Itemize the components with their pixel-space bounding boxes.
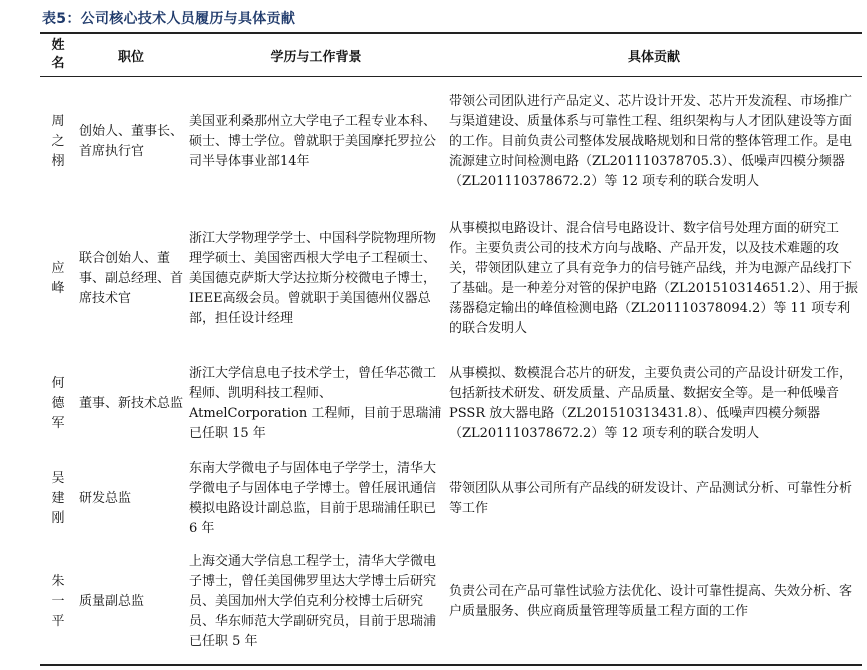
header-position: 职位 [76, 33, 186, 77]
cell-background: 美国亚利桑那州立大学电子工程专业本科、硕士、博士学位。曾就职于美国摩托罗拉公司半导体事业部14年 [189, 113, 437, 169]
cell-background: 浙江大学信息电子技术学士，曾任华芯微工程师、凯明科技工程师、AtmelCorporation 工程师，目前于思瑞浦已任职 15 年 [189, 366, 442, 441]
cell-position: 董事、新技术总监 [79, 396, 184, 411]
header-name: 姓名 [40, 33, 76, 77]
cell-name: 何德军 [51, 376, 65, 431]
cell-position: 质量副总监 [76, 541, 186, 665]
header-contribution: 具体贡献 [446, 33, 862, 77]
cell-background: 浙江大学物理学学士、中国科学院物理所物理学硕士、美国密西根大学电子工程硕士、美国德克萨斯大学达拉斯分校微电子博士，IEEE高级会员。曾就职于美国德州仪器总部，担任设计经理 [189, 231, 437, 326]
cell-position: 研发总监 [79, 490, 132, 506]
cell-name: 应峰 [51, 261, 65, 296]
cell-background: 东南大学微电子与固体电子学学士，清华大学微电子与固体电子学博士。曾任展讯通信模拟电路设计副总监，目前于思瑞浦任职已 6 年 [189, 460, 437, 536]
table-row [40, 541, 862, 665]
cell-contribution: 从事模拟电路设计、混合信号电路设计、数字信号处理方面的研究工作。主要负责公司的技术方向与战略、产品开发，以及技术难题的攻关，带领团队建立了具有竞争力的信号链产品线，并为电源产品线打下了基础。是一种差分对管的保护电路（ZL201510314651.2）、用于振荡器稳定输出的峰值检测电路（ZL201110378094.2）等 11 项专利的联合发明人 [449, 221, 858, 336]
table-header-row [40, 33, 862, 77]
cell-contribution: 带领团队从事公司所有产品线的研发设计、产品测试分析、可靠性分析等工作 [449, 480, 853, 516]
cell-name: 朱一平 [40, 541, 76, 665]
cell-background: 上海交通大学信息工程学士，清华大学微电子博士，曾任美国佛罗里达大学博士后研究员、美国加州大学伯克利分校博士后研究员、华东师范大学副研究员，目前于思瑞浦已任职 5 年 [186, 541, 446, 665]
table-row [40, 457, 862, 541]
table-row [40, 77, 862, 207]
cell-contribution: 从事模拟、数模混合芯片的研发，主要负责公司的产品设计研发工作，包括新技术研发、研发质量、产品质量、数据安全等。是一种低噪音 PSSR 放大器电路（ZL201510313431.8）、低噪声四模分频器（ZL201110378672.2）等 12 项专利的联合发明人 [449, 366, 853, 441]
cell-name: 周之栩 [51, 113, 65, 169]
table-row [40, 352, 862, 457]
table-row [40, 207, 862, 352]
cell-name: 吴建刚 [51, 470, 65, 526]
cell-contribution: 负责公司在产品可靠性试验方法优化、设计可靠性提高、失效分析、客户质量服务、供应商质量管理等质量工程方面的工作 [446, 541, 862, 665]
core-staff-table [40, 32, 862, 666]
header-background: 学历与工作背景 [186, 33, 446, 77]
table-caption: 表5：公司核心技术人员履历与具体贡献 [42, 11, 296, 27]
cell-position: 联合创始人、董事、副总经理、首席技术官 [79, 251, 184, 306]
cell-position: 创始人、董事长、首席执行官 [79, 123, 184, 159]
cell-contribution: 带领公司团队进行产品定义、芯片设计开发、芯片开发流程、市场推广与渠道建设、质量体系与可靠性工程、组织架构与人才团队建设等方面的工作。目前负责公司整体发展战略规划和日常的整体管理工作。是电流源建立时间检测电路（ZL201110378705.3）、低噪声四模分频器（ZL201110378672.2）等 12 项专利的联合发明人 [449, 93, 853, 189]
